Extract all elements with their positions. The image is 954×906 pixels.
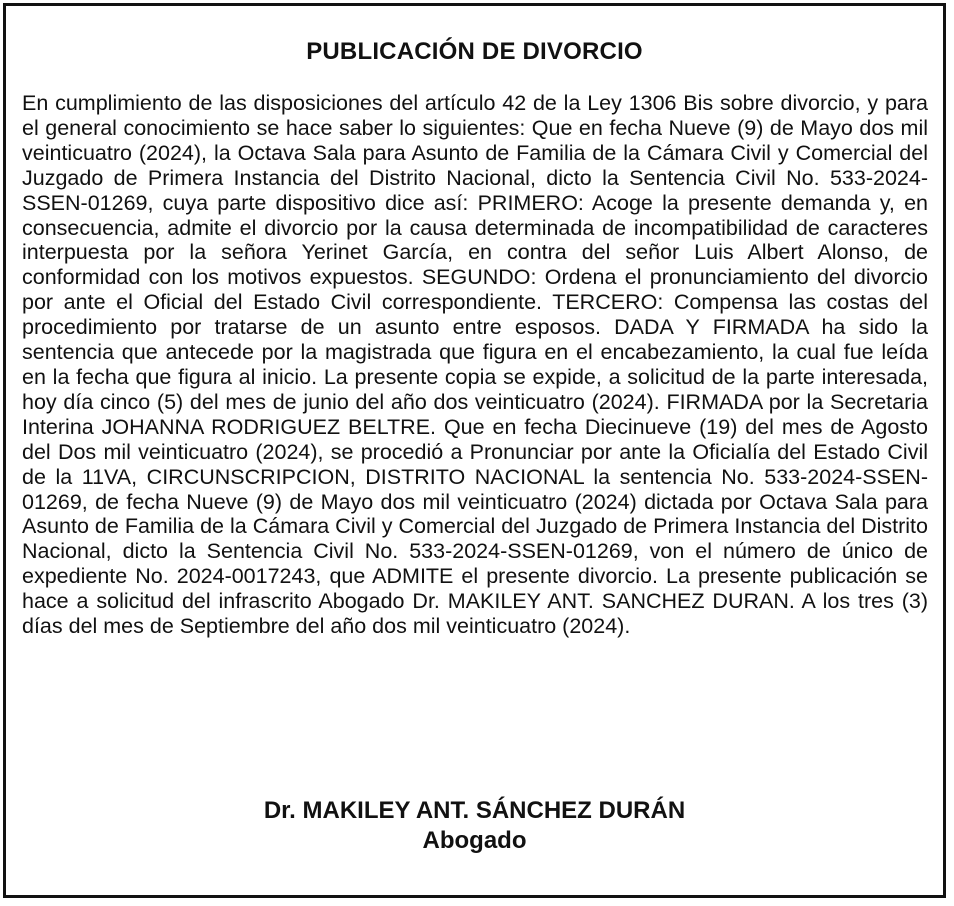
signature-role: Abogado — [422, 827, 527, 854]
signature-block — [6, 796, 943, 856]
notice-title: PUBLICACIÓN DE DIVORCIO — [306, 38, 643, 65]
notice-body: En cumplimiento de las disposiciones del artículo 42 de la Ley 1306 Bis sobre divorcio, y para el general conocimiento se hace saber lo siguientes: Que en fecha Nueve (9) de Mayo dos mil veinticuatro (2024), la Octava Sala para Asunto de Familia de la Cámara Civil y Comercial del Juzgado de Primera Instancia del Distrito Nacional, dicto la Sentencia Civil No. 533-2024-SSEN-01269, cuya parte dispositivo dice así: PRIMERO: Acoge la presente demanda y, en consecuencia, admite el divorcio por la causa determinada de incompatibilidad de caracteres interpuesta por la señora Yerinet García, en contra del señor Luis Albert Alonso, de conformidad con los motivos expuestos. SEGUNDO: Ordena el pronunciamiento del divorcio por ante el Oficial del Estado Civil correspondiente. TERCERO: Compensa las costas del procedimiento por tratarse de un asunto entre esposos. DADA Y FIRMADA ha sido la sentencia que antecede por la magistrada que figura en el encabezamiento, la cual fue leída en la fecha que figura al inicio. La presente copia se expide, a solicitud de la parte interesada, hoy día cinco (5) del mes de junio del año dos veinticuatro (2024). FIRMADA por la Secretaria Interina JOHANNA RODRIGUEZ BELTRE. Que en fecha Diecinueve (19) del mes de Agosto del Dos mil veinticuatro (2024), se procedió a Pronunciar por ante la Oficialía del Estado Civil de la 11VA, CIRCUNSCRIPCION, DISTRITO NACIONAL la sentencia No. 533-2024-SSEN-01269, de fecha Nueve (9) de Mayo dos mil veinticuatro (2024) dictada por Octava Sala para Asunto de Familia de la Cámara Civil y Comercial del Juzgado de Primera Instancia del Distrito Nacional, dicto la Sentencia Civil No. 533-2024-SSEN-01269, von el número de único de expediente No. 2024-0017243, que ADMITE el presente divorcio. La presente publicación se hace a solicitud del infrascrito Abogado Dr. MAKILEY ANT. SANCHEZ DURAN. A los tres (3) días del mes de Septiembre del año dos mil veinticuatro (2024). — [22, 91, 928, 639]
signature-name: Dr. MAKILEY ANT. SÁNCHEZ DURÁN — [263, 797, 686, 824]
legal-notice-box — [3, 3, 946, 898]
